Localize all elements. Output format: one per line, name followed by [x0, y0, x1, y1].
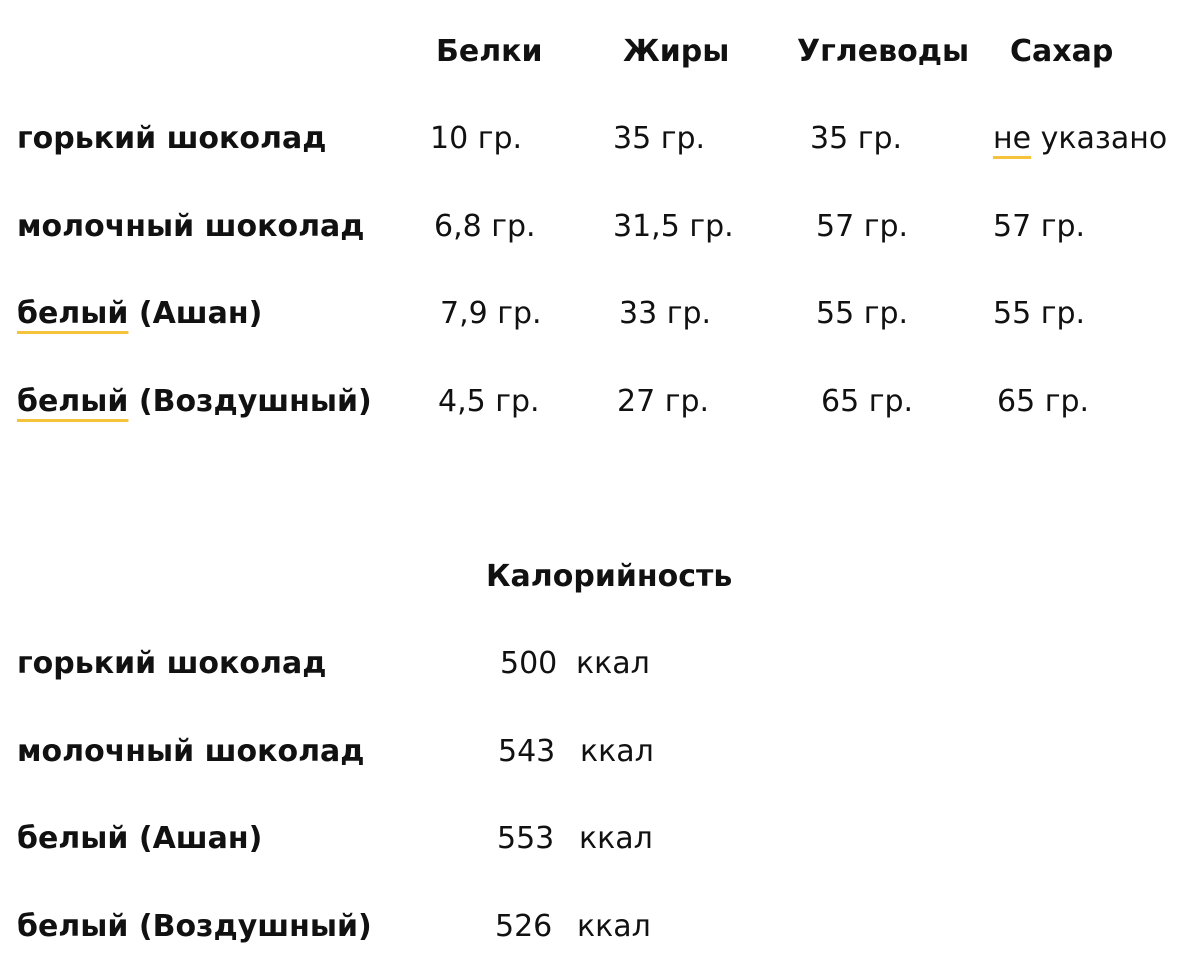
sugar-rest: 57 гр. [993, 209, 1086, 244]
cell-protein: 4,5 гр. [438, 384, 540, 419]
calories-row-name: молочный шоколад [17, 734, 365, 769]
row-name-prefix-spellcheck: белый [17, 296, 129, 331]
cell-sugar [993, 296, 1085, 332]
row-name-white-airy [17, 384, 372, 420]
calories-row-name: белый (Воздушный) [17, 909, 372, 944]
cell-sugar [993, 121, 1167, 157]
calories-value: 500 [500, 646, 558, 681]
row-name-dark-chocolate [17, 121, 326, 157]
calories-value: 526 [495, 909, 553, 944]
header-sugar: Сахар [1010, 34, 1114, 69]
sugar-prefix-spellcheck: не [993, 121, 1032, 156]
cell-fat: 35 гр. [613, 121, 706, 156]
cell-fat: 33 гр. [619, 296, 712, 331]
calories-value: 553 [497, 821, 555, 856]
cell-fat: 27 гр. [617, 384, 710, 419]
cell-protein: 10 гр. [430, 121, 523, 156]
row-name-rest: молочный шоколад [17, 209, 365, 244]
cell-sugar [993, 209, 1085, 245]
calories-unit: ккал [579, 821, 653, 856]
cell-carbs: 65 гр. [821, 384, 914, 419]
header-fats: Жиры [623, 34, 730, 69]
calories-unit: ккал [577, 909, 651, 944]
row-name-white-auchan [17, 296, 262, 332]
calories-unit: ккал [576, 646, 650, 681]
header-proteins: Белки [436, 34, 543, 69]
sugar-rest: 65 гр. [997, 384, 1090, 419]
cell-protein: 7,9 гр. [440, 296, 542, 331]
row-name-prefix-spellcheck: белый [17, 384, 129, 419]
cell-carbs: 35 гр. [810, 121, 903, 156]
row-name-rest: (Воздушный) [128, 384, 372, 419]
sugar-rest: указано [1031, 121, 1168, 156]
calories-title: Калорийность [486, 559, 733, 594]
calories-unit: ккал [580, 734, 654, 769]
cell-sugar [997, 384, 1089, 420]
calories-value: 543 [498, 734, 556, 769]
row-name-rest: горький шоколад [17, 121, 327, 156]
row-name-milk-chocolate [17, 209, 365, 245]
cell-carbs: 57 гр. [816, 209, 909, 244]
cell-carbs: 55 гр. [816, 296, 909, 331]
row-name-rest: (Ашан) [128, 296, 263, 331]
calories-row-name: горький шоколад [17, 646, 327, 681]
header-carbs: Углеводы [797, 34, 970, 69]
calories-row-name: белый (Ашан) [17, 821, 263, 856]
cell-protein: 6,8 гр. [434, 209, 536, 244]
cell-fat: 31,5 гр. [613, 209, 734, 244]
sugar-rest: 55 гр. [993, 296, 1086, 331]
